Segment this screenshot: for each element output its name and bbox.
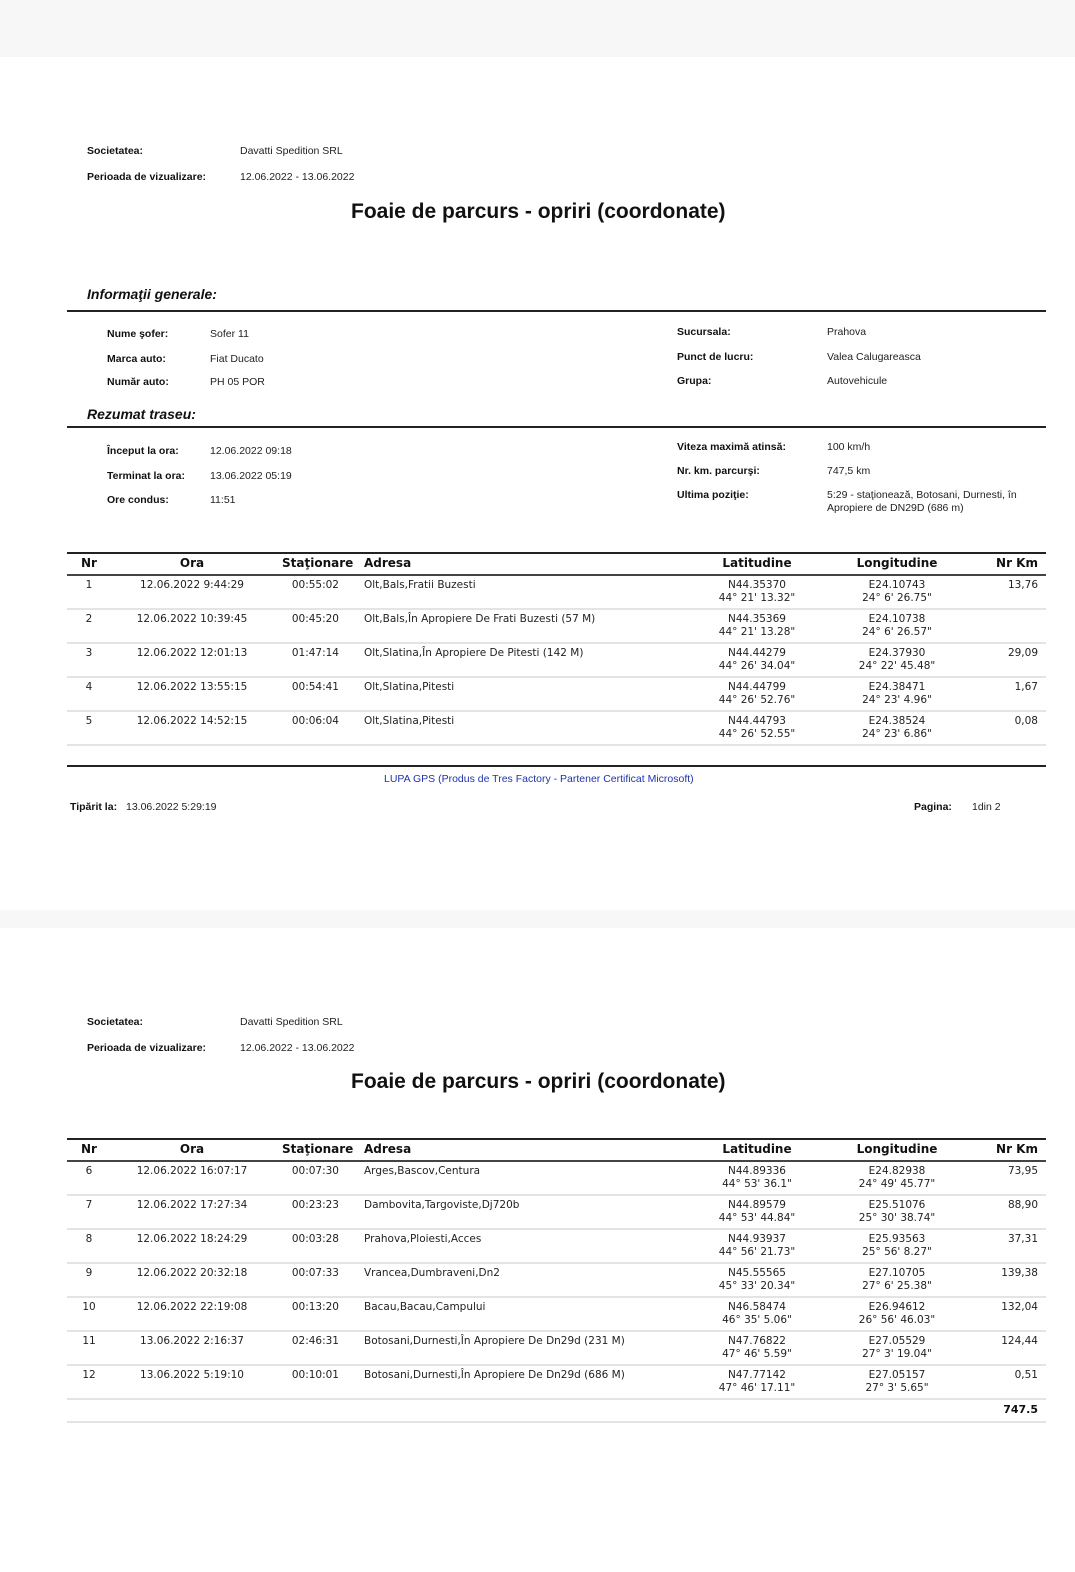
cell-adresa-value: Botosani,Durnesti,În Apropiere De Dn29d (686 M) <box>364 1369 625 1381</box>
cell-latitudine <box>697 715 817 741</box>
cell-stationare <box>267 1233 339 1246</box>
cell-adresa-value: Olt,Slatina,Pitesti <box>364 715 455 727</box>
cell-latitudine-dms: 44° 21' 13.28" <box>718 626 796 638</box>
max-speed-label: Viteza maximă atinsă: <box>677 441 786 453</box>
cell-nr-value: 2 <box>85 613 93 625</box>
cell-latitudine-value: N47.76822 <box>728 1335 786 1347</box>
cell-latitudine-dms: 45° 33' 20.34" <box>718 1280 796 1292</box>
cell-nr <box>67 647 111 660</box>
cell-stationare-value: 00:45:20 <box>291 613 339 625</box>
car-make-value: Fiat Ducato <box>210 353 264 365</box>
cell-nr-km-value: 0,08 <box>1014 715 1038 727</box>
group-label: Grupa: <box>677 375 712 387</box>
period-label-p2: Perioada de vizualizare: <box>87 1042 207 1054</box>
cell-adresa-value: Olt,Slatina,Pitesti <box>364 681 455 693</box>
report-title-p2: Foaie de parcurs - opriri (coordonate) <box>351 1070 726 1093</box>
cell-nr-value: 6 <box>85 1165 93 1177</box>
cell-latitudine-value: N44.35369 <box>728 613 786 625</box>
cell-ora <box>127 1369 257 1382</box>
cell-adresa-value: Olt,Bals,În Apropiere De Frati Buzesti (57 M) <box>364 613 596 625</box>
cell-longitudine <box>837 647 957 673</box>
distance-value: 747,5 km <box>827 465 871 477</box>
cell-nr-km <box>967 1335 1038 1348</box>
driving-hours-label: Ore condus: <box>107 494 169 506</box>
cell-nr <box>67 1301 111 1314</box>
cell-ora <box>127 647 257 660</box>
cell-latitudine <box>697 1335 817 1361</box>
cell-latitudine <box>697 1301 817 1327</box>
cell-nr <box>67 1369 111 1382</box>
cell-adresa <box>364 715 704 728</box>
company-label-p2: Societatea: <box>87 1016 144 1028</box>
cell-ora <box>127 579 257 592</box>
cell-ora-value: 12.06.2022 14:52:15 <box>136 715 248 727</box>
cell-adresa-value: Prahova,Ploiesti,Acces <box>364 1233 482 1245</box>
start-label: Început la ora: <box>107 445 179 457</box>
cell-nr-value: 9 <box>85 1267 93 1279</box>
cell-adresa <box>364 681 704 694</box>
cell-stationare-value: 00:07:33 <box>291 1267 339 1279</box>
last-position-label: Ultima poziţie: <box>677 489 749 501</box>
col-ora: Ora <box>179 556 205 570</box>
cell-ora <box>127 613 257 626</box>
cell-stationare-value: 02:46:31 <box>291 1335 339 1347</box>
cell-nr-km-value: 37,31 <box>1007 1233 1038 1245</box>
cell-nr-km <box>967 681 1038 694</box>
cell-nr-km-value: 73,95 <box>1007 1165 1038 1177</box>
cell-longitudine-value: E24.10743 <box>868 579 926 591</box>
cell-latitudine-value: N44.89579 <box>728 1199 786 1211</box>
cell-longitudine-dms: 24° 22' 45.48" <box>858 660 936 672</box>
cell-longitudine-value: E24.37930 <box>868 647 926 659</box>
cell-longitudine <box>837 579 957 605</box>
cell-latitudine-dms: 44° 26' 52.76" <box>718 694 796 706</box>
car-make-label: Marca auto: <box>107 353 166 365</box>
table-row <box>67 1230 1046 1264</box>
page-label: Pagina: <box>914 801 952 813</box>
cell-longitudine-dms: 24° 6' 26.57" <box>862 626 932 638</box>
cell-adresa <box>364 579 704 592</box>
table-body-p2 <box>67 1162 1046 1400</box>
cell-nr-km-value: 132,04 <box>1001 1301 1038 1313</box>
cell-stationare-value: 00:07:30 <box>291 1165 339 1177</box>
table-row <box>67 644 1046 678</box>
last-position-value: 5:29 - staţionează, Botosani, Durnesti, în <box>827 489 1017 501</box>
cell-nr-km <box>967 647 1038 660</box>
cell-latitudine-value: N44.44799 <box>728 681 786 693</box>
col-latitudine: Latitudine <box>722 1142 792 1156</box>
cell-ora-value: 13.06.2022 5:19:10 <box>140 1369 244 1381</box>
cell-stationare <box>267 1301 339 1314</box>
cell-stationare <box>267 1199 339 1212</box>
cell-adresa <box>364 613 704 626</box>
cell-ora-value: 12.06.2022 18:24:29 <box>136 1233 248 1245</box>
cell-longitudine <box>837 1301 957 1327</box>
cell-latitudine <box>697 1165 817 1191</box>
printed-label: Tipărit la: <box>70 801 118 813</box>
cell-latitudine-value: N45.55565 <box>728 1267 786 1279</box>
cell-latitudine-dms: 44° 21' 13.32" <box>718 592 796 604</box>
cell-adresa <box>364 647 704 660</box>
driving-hours-value: 11:51 <box>210 494 236 506</box>
cell-longitudine <box>837 1335 957 1361</box>
cell-longitudine <box>837 1165 957 1191</box>
cell-latitudine-dms: 47° 46' 17.11" <box>718 1382 796 1394</box>
distance-label: Nr. km. parcurşi: <box>677 465 760 477</box>
col-latitudine: Latitudine <box>722 556 792 570</box>
table-row <box>67 1162 1046 1196</box>
cell-longitudine <box>837 715 957 741</box>
cell-nr <box>67 1233 111 1246</box>
cell-stationare <box>267 1335 339 1348</box>
cell-adresa-value: Dambovita,Targoviste,Dj720b <box>364 1199 520 1211</box>
summary-divider <box>67 426 1046 428</box>
cell-ora-value: 12.06.2022 16:07:17 <box>136 1165 248 1177</box>
cell-stationare <box>267 613 339 626</box>
period-label: Perioada de vizualizare: <box>87 171 207 183</box>
cell-latitudine <box>697 1267 817 1293</box>
cell-adresa <box>364 1267 704 1280</box>
cell-nr <box>67 1199 111 1212</box>
col-nr: Nr <box>81 556 97 570</box>
col-nr: Nr <box>81 1142 97 1156</box>
cell-longitudine-value: E27.05529 <box>868 1335 926 1347</box>
cell-nr-km-value: 139,38 <box>1001 1267 1038 1279</box>
cell-ora <box>127 1267 257 1280</box>
cell-latitudine-value: N44.35370 <box>728 579 786 591</box>
cell-ora <box>127 1301 257 1314</box>
cell-stationare <box>267 715 339 728</box>
end-value: 13.06.2022 05:19 <box>210 470 292 482</box>
total-km: 747.5 <box>1003 1403 1038 1416</box>
col-adresa: Adresa <box>364 1142 412 1156</box>
cell-nr-km <box>967 1199 1038 1212</box>
footer-divider <box>67 765 1046 767</box>
summary-section-title: Rezumat traseu: <box>87 406 196 422</box>
table-row <box>67 610 1046 644</box>
cell-stationare-value: 01:47:14 <box>291 647 339 659</box>
cell-nr-km <box>967 1233 1038 1246</box>
group-value: Autovehicule <box>827 375 888 387</box>
cell-latitudine-dms: 44° 53' 44.84" <box>718 1212 796 1224</box>
cell-nr-value: 4 <box>85 681 93 693</box>
cell-stationare-value: 00:06:04 <box>291 715 339 727</box>
cell-longitudine-dms: 24° 23' 4.96" <box>862 694 932 706</box>
cell-nr-km <box>967 1165 1038 1178</box>
cell-adresa-value: Arges,Bascov,Centura <box>364 1165 481 1177</box>
cell-nr-value: 5 <box>85 715 93 727</box>
cell-latitudine-value: N46.58474 <box>728 1301 786 1313</box>
cell-nr-value: 8 <box>85 1233 93 1245</box>
col-ora: Ora <box>179 1142 205 1156</box>
cell-ora-value: 12.06.2022 22:19:08 <box>136 1301 248 1313</box>
cell-ora-value: 12.06.2022 17:27:34 <box>136 1199 248 1211</box>
cell-longitudine-dms: 26° 56' 46.03" <box>858 1314 936 1326</box>
cell-ora-value: 12.06.2022 12:01:13 <box>136 647 248 659</box>
cell-nr-km-value: 1,67 <box>1014 681 1038 693</box>
report-title: Foaie de parcurs - opriri (coordonate) <box>351 200 726 223</box>
col-stationare: Staţionare <box>282 1142 354 1156</box>
cell-longitudine <box>837 1199 957 1225</box>
cell-latitudine <box>697 579 817 605</box>
cell-ora <box>127 1165 257 1178</box>
cell-latitudine-dms: 47° 46' 5.59" <box>722 1348 792 1360</box>
cell-nr-km-value: 13,76 <box>1007 579 1038 591</box>
col-longitudine: Longitudine <box>856 1142 938 1156</box>
max-speed-value: 100 km/h <box>827 441 871 453</box>
cell-latitudine-dms: 44° 26' 34.04" <box>718 660 796 672</box>
period-value-p2: 12.06.2022 - 13.06.2022 <box>240 1042 355 1054</box>
cell-latitudine <box>697 1369 817 1395</box>
cell-nr <box>67 1335 111 1348</box>
cell-latitudine-dms: 44° 26' 52.55" <box>718 728 796 740</box>
cell-latitudine-value: N44.89336 <box>728 1165 786 1177</box>
cell-longitudine-value: E24.82938 <box>868 1165 926 1177</box>
cell-nr-value: 11 <box>82 1335 96 1347</box>
cell-nr <box>67 715 111 728</box>
workpoint-label: Punct de lucru: <box>677 351 754 363</box>
cell-ora <box>127 681 257 694</box>
cell-latitudine <box>697 1199 817 1225</box>
cell-stationare <box>267 1267 339 1280</box>
company-value-p2: Davatti Spedition SRL <box>240 1016 343 1028</box>
cell-longitudine-value: E24.38471 <box>868 681 926 693</box>
col-nr-km: Nr Km <box>996 1142 1038 1156</box>
cell-adresa <box>364 1233 704 1246</box>
cell-adresa-value: Bacau,Bacau,Campului <box>364 1301 486 1313</box>
cell-nr-value: 10 <box>82 1301 96 1313</box>
start-value: 12.06.2022 09:18 <box>210 445 292 457</box>
cell-ora-value: 12.06.2022 13:55:15 <box>136 681 248 693</box>
end-label: Terminat la ora: <box>107 470 185 482</box>
plate-value: PH 05 POR <box>210 376 265 388</box>
page-number: 1din 2 <box>972 801 1001 813</box>
cell-nr-value: 12 <box>82 1369 96 1381</box>
col-nr-km: Nr Km <box>996 556 1038 570</box>
cell-longitudine-dms: 27° 3' 5.65" <box>865 1382 929 1394</box>
cell-ora-value: 13.06.2022 2:16:37 <box>140 1335 244 1347</box>
viewer-top-gap <box>0 0 1075 57</box>
cell-ora <box>127 1199 257 1212</box>
cell-adresa-value: Vrancea,Dumbraveni,Dn2 <box>364 1267 500 1279</box>
last-position-value-line2: Apropiere de DN29D (686 m) <box>827 502 964 514</box>
cell-nr-value: 7 <box>85 1199 93 1211</box>
plate-label: Număr auto: <box>107 376 169 388</box>
table-header <box>67 552 1046 576</box>
cell-ora <box>127 1335 257 1348</box>
cell-nr <box>67 1267 111 1280</box>
cell-stationare-value: 00:54:41 <box>291 681 339 693</box>
col-adresa: Adresa <box>364 556 412 570</box>
cell-latitudine-value: N47.77142 <box>728 1369 786 1381</box>
stops-table-page-1 <box>67 552 1046 746</box>
cell-ora-value: 12.06.2022 10:39:45 <box>136 613 248 625</box>
cell-latitudine-value: N44.44279 <box>728 647 786 659</box>
cell-adresa-value: Olt,Bals,Fratii Buzesti <box>364 579 476 591</box>
cell-adresa-value: Botosani,Durnesti,În Apropiere De Dn29d (231 M) <box>364 1335 625 1347</box>
page-separator <box>0 910 1075 928</box>
table-row <box>67 1332 1046 1366</box>
branch-label: Sucursala: <box>677 326 731 338</box>
cell-ora-value: 12.06.2022 9:44:29 <box>140 579 244 591</box>
table-row <box>67 712 1046 746</box>
cell-stationare-value: 00:23:23 <box>291 1199 339 1211</box>
cell-ora <box>127 1233 257 1246</box>
period-value: 12.06.2022 - 13.06.2022 <box>240 171 355 183</box>
cell-longitudine-dms: 24° 6' 26.75" <box>862 592 932 604</box>
cell-nr-km <box>967 1369 1038 1382</box>
cell-adresa-value: Olt,Slatina,În Apropiere De Pitesti (142 M) <box>364 647 584 659</box>
general-divider <box>67 310 1046 312</box>
cell-latitudine <box>697 1233 817 1259</box>
table-header-p2 <box>67 1138 1046 1162</box>
cell-nr-km-value: 88,90 <box>1007 1199 1038 1211</box>
cell-nr-km <box>967 1301 1038 1314</box>
cell-latitudine-dms: 44° 56' 21.73" <box>718 1246 796 1258</box>
cell-longitudine-value: E27.10705 <box>868 1267 926 1279</box>
cell-nr-value: 1 <box>85 579 93 591</box>
cell-adresa <box>364 1335 704 1348</box>
cell-nr <box>67 681 111 694</box>
general-section-title: Informaţii generale: <box>87 286 217 302</box>
cell-longitudine-value: E24.10738 <box>868 613 926 625</box>
company-label: Societatea: <box>87 145 144 157</box>
table-row <box>67 1196 1046 1230</box>
branch-value: Prahova <box>827 326 867 338</box>
driver-value: Sofer 11 <box>210 328 249 340</box>
cell-nr <box>67 1165 111 1178</box>
brand-link[interactable]: LUPA GPS (Produs de Tres Factory - Partener Certificat Microsoft) <box>384 773 694 785</box>
cell-latitudine-value: N44.93937 <box>728 1233 786 1245</box>
table-row <box>67 1298 1046 1332</box>
cell-longitudine-value: E25.93563 <box>868 1233 926 1245</box>
cell-nr <box>67 579 111 592</box>
total-row <box>67 1400 1046 1423</box>
cell-longitudine-dms: 27° 6' 25.38" <box>862 1280 932 1292</box>
cell-latitudine-dms: 46° 35' 5.06" <box>722 1314 792 1326</box>
col-stationare: Staţionare <box>282 556 354 570</box>
cell-stationare-value: 00:55:02 <box>291 579 339 591</box>
cell-stationare <box>267 579 339 592</box>
cell-longitudine-dms: 27° 3' 19.04" <box>862 1348 932 1360</box>
cell-longitudine-dms: 24° 23' 6.86" <box>862 728 932 740</box>
cell-longitudine-dms: 25° 56' 8.27" <box>862 1246 932 1258</box>
cell-stationare-value: 00:13:20 <box>291 1301 339 1313</box>
cell-longitudine-value: E25.51076 <box>868 1199 926 1211</box>
table-body <box>67 576 1046 746</box>
cell-longitudine <box>837 681 957 707</box>
cell-nr-value: 3 <box>85 647 93 659</box>
table-row <box>67 678 1046 712</box>
cell-longitudine <box>837 1233 957 1259</box>
cell-longitudine-value: E27.05157 <box>868 1369 926 1381</box>
table-row <box>67 1366 1046 1400</box>
cell-adresa <box>364 1369 704 1382</box>
cell-nr-km <box>967 1267 1038 1280</box>
workpoint-value: Valea Calugareasca <box>827 351 921 363</box>
cell-stationare <box>267 647 339 660</box>
cell-nr <box>67 613 111 626</box>
cell-stationare-value: 00:10:01 <box>291 1369 339 1381</box>
cell-latitudine <box>697 681 817 707</box>
cell-ora-value: 12.06.2022 20:32:18 <box>136 1267 248 1279</box>
cell-nr-km <box>967 579 1038 592</box>
cell-longitudine <box>837 613 957 639</box>
cell-latitudine-value: N44.44793 <box>728 715 786 727</box>
cell-nr-km-value: 124,44 <box>1001 1335 1038 1347</box>
cell-longitudine-value: E26.94612 <box>868 1301 926 1313</box>
cell-ora <box>127 715 257 728</box>
cell-longitudine <box>837 1369 957 1395</box>
cell-latitudine <box>697 613 817 639</box>
cell-stationare-value: 00:03:28 <box>291 1233 339 1245</box>
cell-longitudine <box>837 1267 957 1293</box>
cell-stationare <box>267 1165 339 1178</box>
printed-value: 13.06.2022 5:29:19 <box>126 801 217 813</box>
table-row <box>67 1264 1046 1298</box>
driver-label: Nume şofer: <box>107 328 169 340</box>
cell-longitudine-dms: 25° 30' 38.74" <box>858 1212 936 1224</box>
cell-longitudine-dms: 24° 49' 45.77" <box>858 1178 936 1190</box>
cell-nr-km <box>967 715 1038 728</box>
col-longitudine: Longitudine <box>856 556 938 570</box>
cell-nr-km-value: 0,51 <box>1014 1369 1038 1381</box>
stops-table-page-2 <box>67 1138 1046 1423</box>
cell-stationare <box>267 681 339 694</box>
cell-adresa <box>364 1199 704 1212</box>
cell-nr-km-value: 29,09 <box>1007 647 1038 659</box>
cell-stationare <box>267 1369 339 1382</box>
cell-longitudine-value: E24.38524 <box>868 715 926 727</box>
cell-latitudine <box>697 647 817 673</box>
cell-latitudine-dms: 44° 53' 36.1" <box>722 1178 792 1190</box>
cell-adresa <box>364 1165 704 1178</box>
company-value: Davatti Spedition SRL <box>240 145 343 157</box>
table-row <box>67 576 1046 610</box>
cell-adresa <box>364 1301 704 1314</box>
